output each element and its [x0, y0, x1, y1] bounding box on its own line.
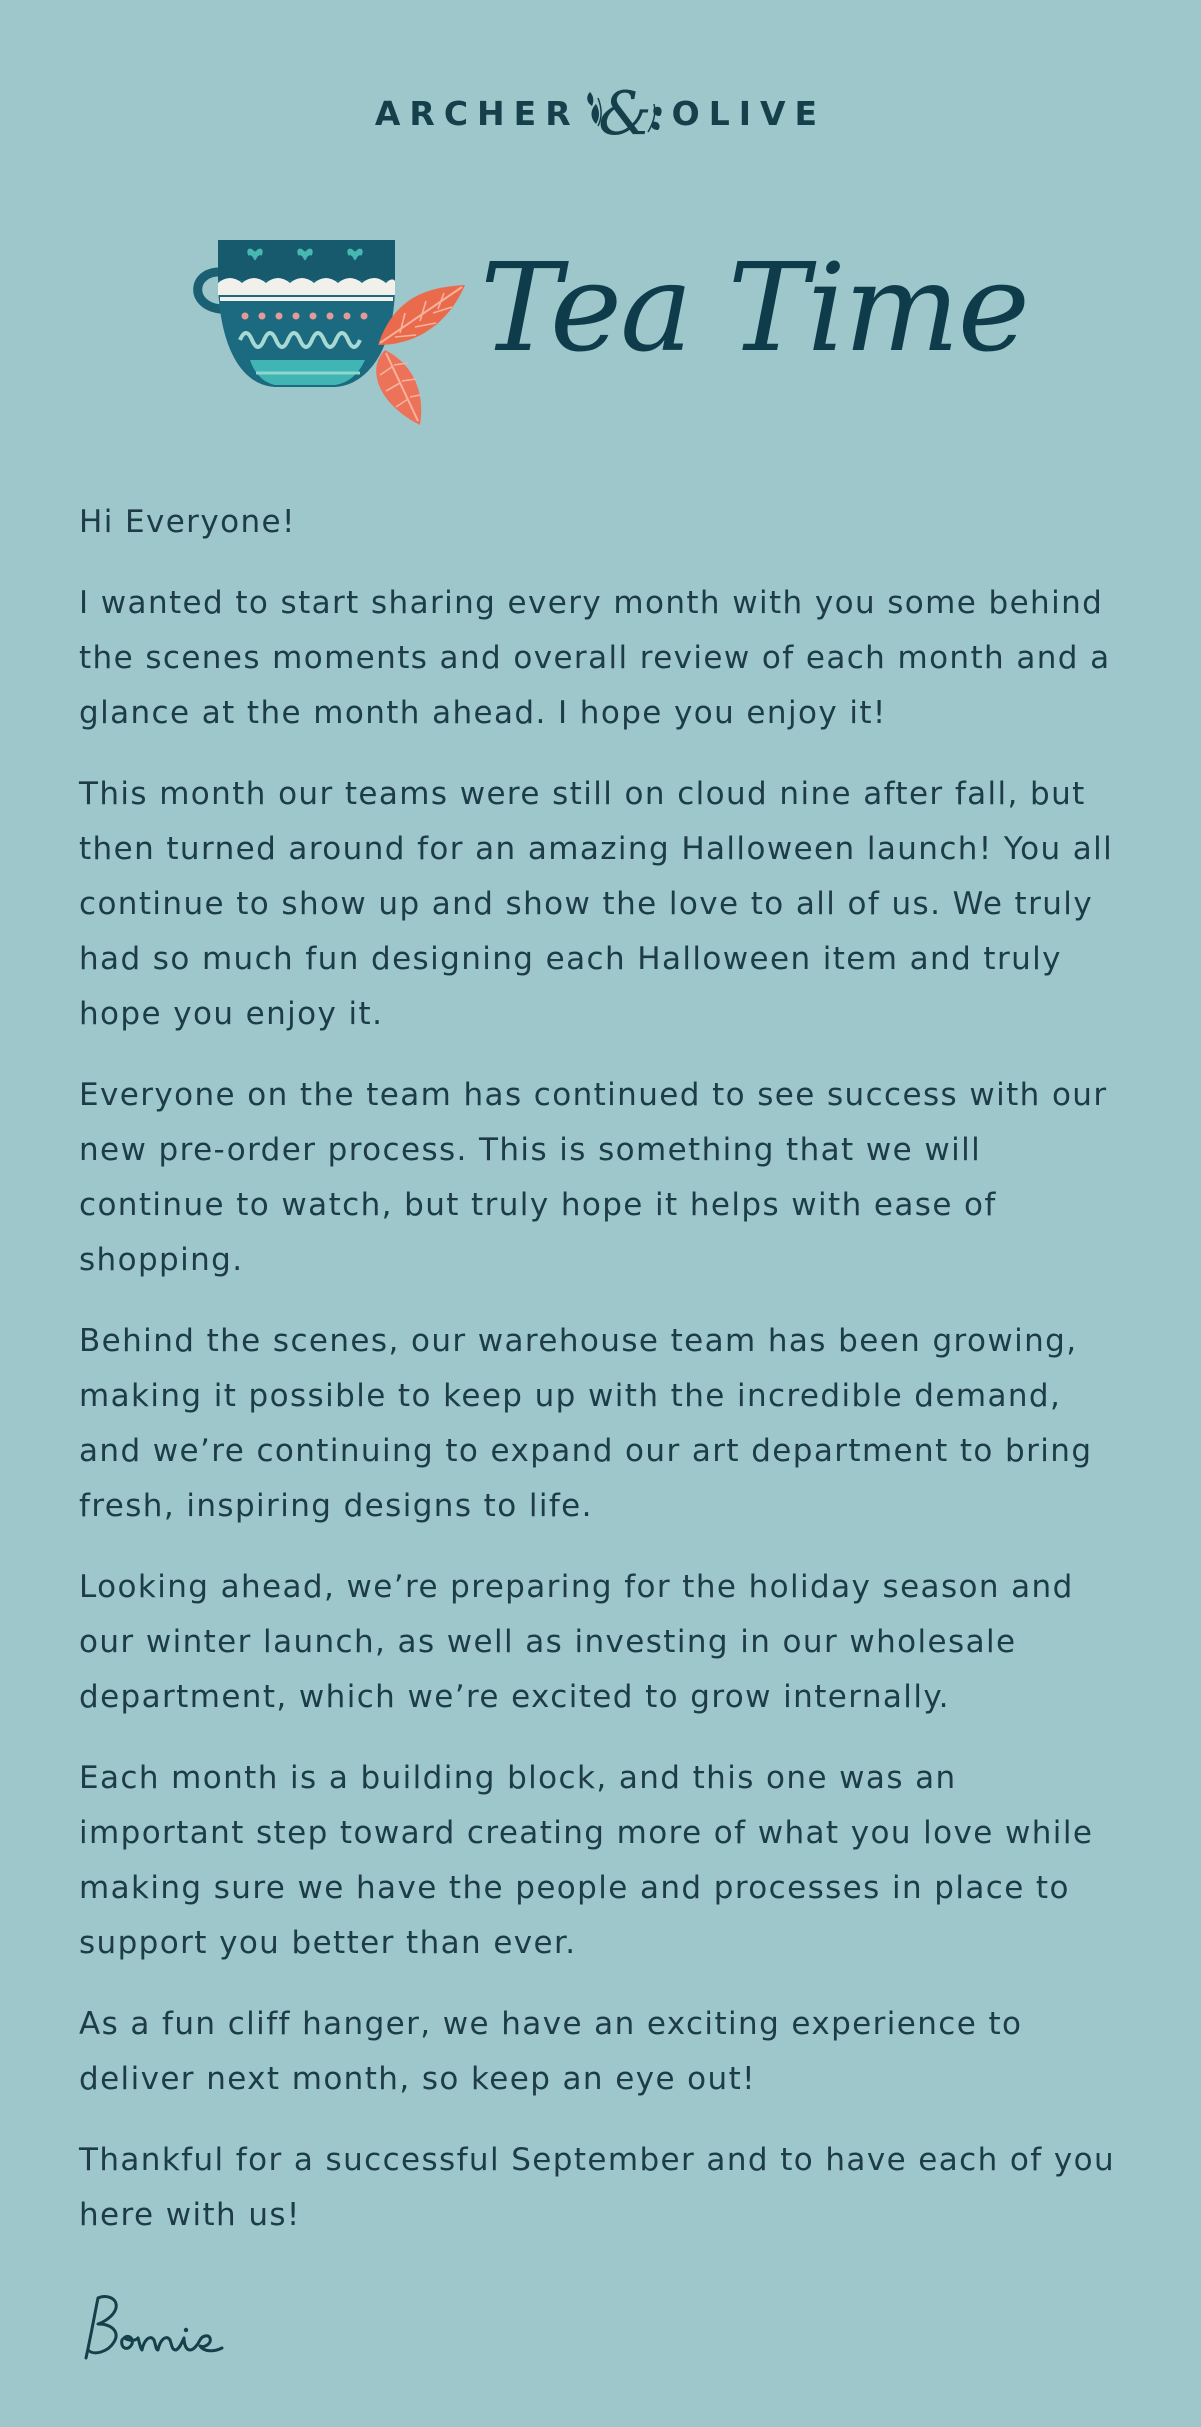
paragraph: Behind the scenes, our warehouse team has been growing, making it possible to keep up with the incredible demand, and we’re continuing to expand our art department to bring fresh, inspiring designs to life. — [79, 1323, 1093, 1524]
signature — [76, 2290, 246, 2370]
paragraph: Each month is a building block, and this one was an important step toward creating more of what you love while making sure we have the people and processes in place to support you better than ever. — [79, 1760, 1094, 1961]
teacup-icon — [180, 225, 480, 425]
paragraph: This month our teams were still on cloud nine after fall, but then turned around for an amazing Halloween launch! You all continue to show up and show the love to all of us. We truly had so much fun designing each Halloween item and truly hope you enjoy it. — [79, 776, 1114, 1032]
ampersand-leaves-icon — [582, 78, 668, 148]
paragraph: Thankful for a successful September and to have each of you here with us! — [79, 2142, 1116, 2233]
title-block — [180, 225, 1040, 425]
greeting: Hi Everyone! — [79, 504, 296, 540]
page-title: Tea Time — [480, 237, 1028, 379]
paragraph: Looking ahead, we’re preparing for the holiday season and our winter launch, as well as investing in our wholesale department, which we’re excited to grow internally. — [79, 1569, 1074, 1715]
brand-logo — [0, 78, 1201, 148]
paragraph: I wanted to start sharing every month with you some behind the scenes moments and overall review of each month and a glance at the month ahead. I hope you enjoy it! — [79, 585, 1111, 731]
paragraph: Everyone on the team has continued to see success with our new pre-order process. This is something that we will continue to watch, but truly hope it helps with ease of shopping. — [79, 1077, 1108, 1278]
svg-text:&: & — [597, 79, 652, 148]
brand-name-left: ARCHER — [374, 93, 580, 133]
letter-body — [79, 495, 1129, 2269]
paragraph: As a fun cliff hanger, we have an exciting experience to deliver next month, so keep an eye out! — [79, 2006, 1023, 2097]
brand-name-right: OLIVE — [671, 93, 827, 133]
